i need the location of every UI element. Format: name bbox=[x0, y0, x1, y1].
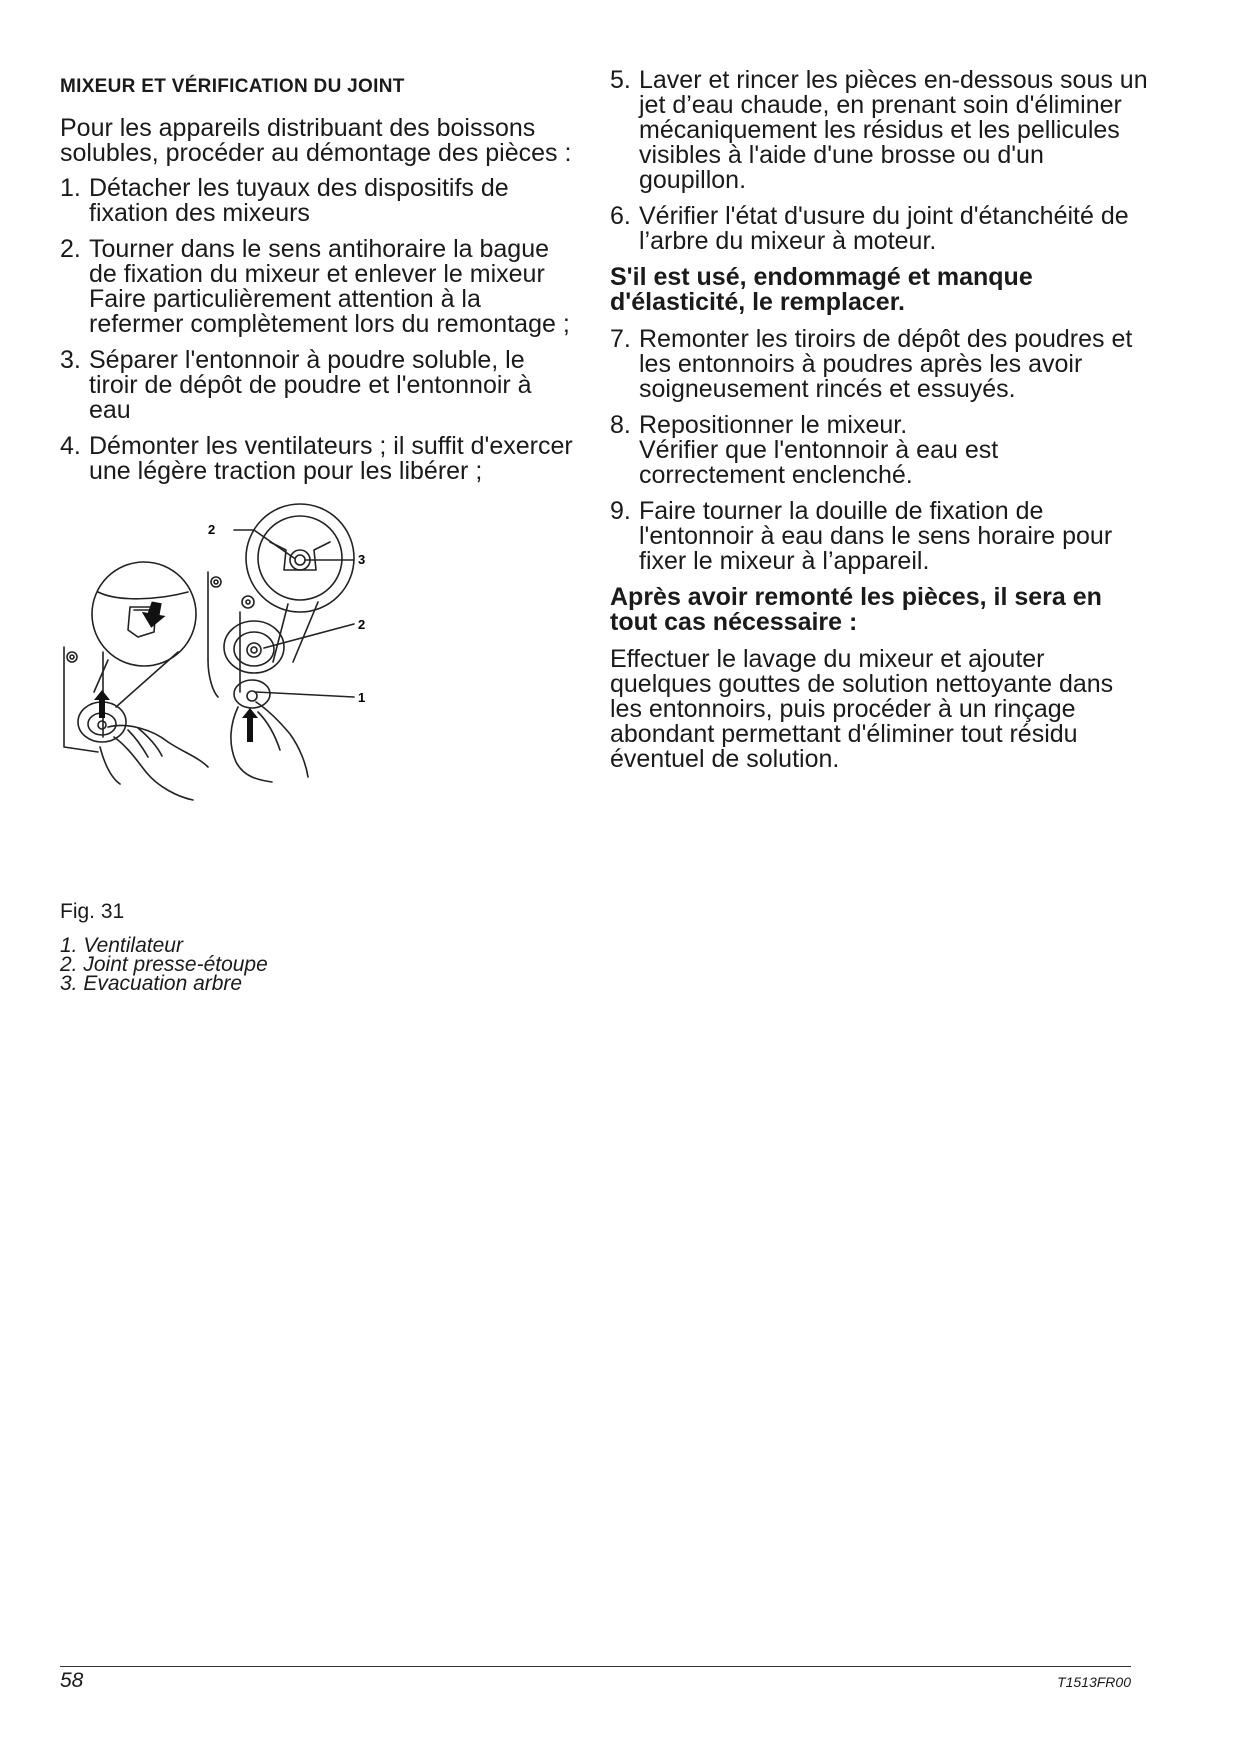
legend-item-3: 3. Evacuation arbre bbox=[60, 972, 243, 995]
step-text-continued: Vérifier que l'entonnoir à eau est correctement enclenché. bbox=[639, 436, 999, 489]
step-text: Laver et rincer les pièces en-dessous sous un jet d’eau chaude, en prenant soin d'éliminer mécaniquement les résidus et les pellicules visibles à l'aide d'une brosse ou d'un goupillon. bbox=[639, 66, 1148, 194]
steps-list-right-a bbox=[610, 68, 1150, 254]
steps-list-left bbox=[60, 176, 580, 484]
step-number: 1. bbox=[60, 174, 81, 202]
step-number: 2. bbox=[60, 235, 81, 263]
step-6 bbox=[610, 204, 1150, 254]
legend-item-1: 1. Ventilateur bbox=[60, 934, 183, 957]
step-text-continued: Faire particulièrement attention à la refermer complètement lors du remontage ; bbox=[89, 285, 570, 338]
step-text: Tourner dans le sens antihoraire la bague de fixation du mixeur et enlever le mixeur bbox=[89, 235, 550, 288]
step-5 bbox=[610, 68, 1150, 193]
step-text: Remonter les tiroirs de dépôt des poudres et les entonnoirs à poudres après les avoir soigneusement rincés et essuyés. bbox=[639, 325, 1133, 403]
step-text: Détacher les tuyaux des dispositifs de fixation des mixeurs bbox=[89, 174, 509, 227]
step-text: Séparer l'entonnoir à poudre soluble, le tiroir de dépôt de poudre et l'entonnoir à eau bbox=[89, 346, 532, 424]
mixer-disassembly-figure bbox=[58, 522, 438, 882]
figure-legend bbox=[60, 936, 268, 993]
page-number: 58 bbox=[60, 1669, 84, 1692]
step-number: 9. bbox=[610, 497, 631, 525]
right-column bbox=[610, 68, 1150, 772]
callout-2-mid: 2 bbox=[358, 617, 366, 632]
step-1 bbox=[60, 176, 580, 226]
legend-item-2: 2. Joint presse-étoupe bbox=[60, 953, 268, 976]
section-title: MIXEUR ET VÉRIFICATION DU JOINT bbox=[60, 76, 405, 97]
figure-caption: Fig. 31 bbox=[60, 900, 125, 923]
step-number: 8. bbox=[610, 411, 631, 439]
intro-paragraph: Pour les appareils distribuant des boissons solubles, procéder au démontage des pièces : bbox=[60, 114, 572, 167]
callout-1: 1 bbox=[358, 690, 366, 705]
footer-divider bbox=[60, 1666, 1131, 1667]
left-column bbox=[60, 70, 580, 495]
step-text: Démonter les ventilateurs ; il suffit d'exercer une légère traction pour les libérer ; bbox=[89, 432, 573, 485]
step-3 bbox=[60, 348, 580, 423]
document-code: T1513FR00 bbox=[1057, 1674, 1131, 1690]
callout-2-top: 2 bbox=[208, 522, 216, 537]
step-8 bbox=[610, 413, 1150, 488]
callout-3: 3 bbox=[358, 552, 366, 567]
step-text: Repositionner le mixeur. bbox=[639, 411, 908, 439]
step-number: 3. bbox=[60, 346, 81, 374]
step-number: 5. bbox=[610, 66, 631, 94]
step-2 bbox=[60, 237, 580, 337]
reassembly-note-title: Après avoir remonté les pièces, il sera en tout cas nécessaire : bbox=[610, 583, 1102, 636]
step-7 bbox=[610, 327, 1150, 402]
step-number: 4. bbox=[60, 432, 81, 460]
step-text: Vérifier l'état d'usure du joint d'étanchéité de l’arbre du mixeur à moteur. bbox=[639, 202, 1129, 255]
step-text: Faire tourner la douille de fixation de l'entonnoir à eau dans le sens horaire pour fixer le mixeur à l’appareil. bbox=[639, 497, 1113, 575]
steps-list-right-b bbox=[610, 327, 1150, 574]
step-number: 6. bbox=[610, 202, 631, 230]
step-number: 7. bbox=[610, 325, 631, 353]
wear-warning: S'il est usé, endommagé et manque d'élasticité, le remplacer. bbox=[610, 263, 1033, 316]
final-paragraph: Effectuer le lavage du mixeur et ajouter quelques gouttes de solution nettoyante dans les entonnoirs, puis procéder à un rinçage abondant permettant d'éliminer tout résidu éventuel de solution. bbox=[610, 645, 1114, 773]
step-9 bbox=[610, 499, 1150, 574]
step-4 bbox=[60, 434, 580, 484]
